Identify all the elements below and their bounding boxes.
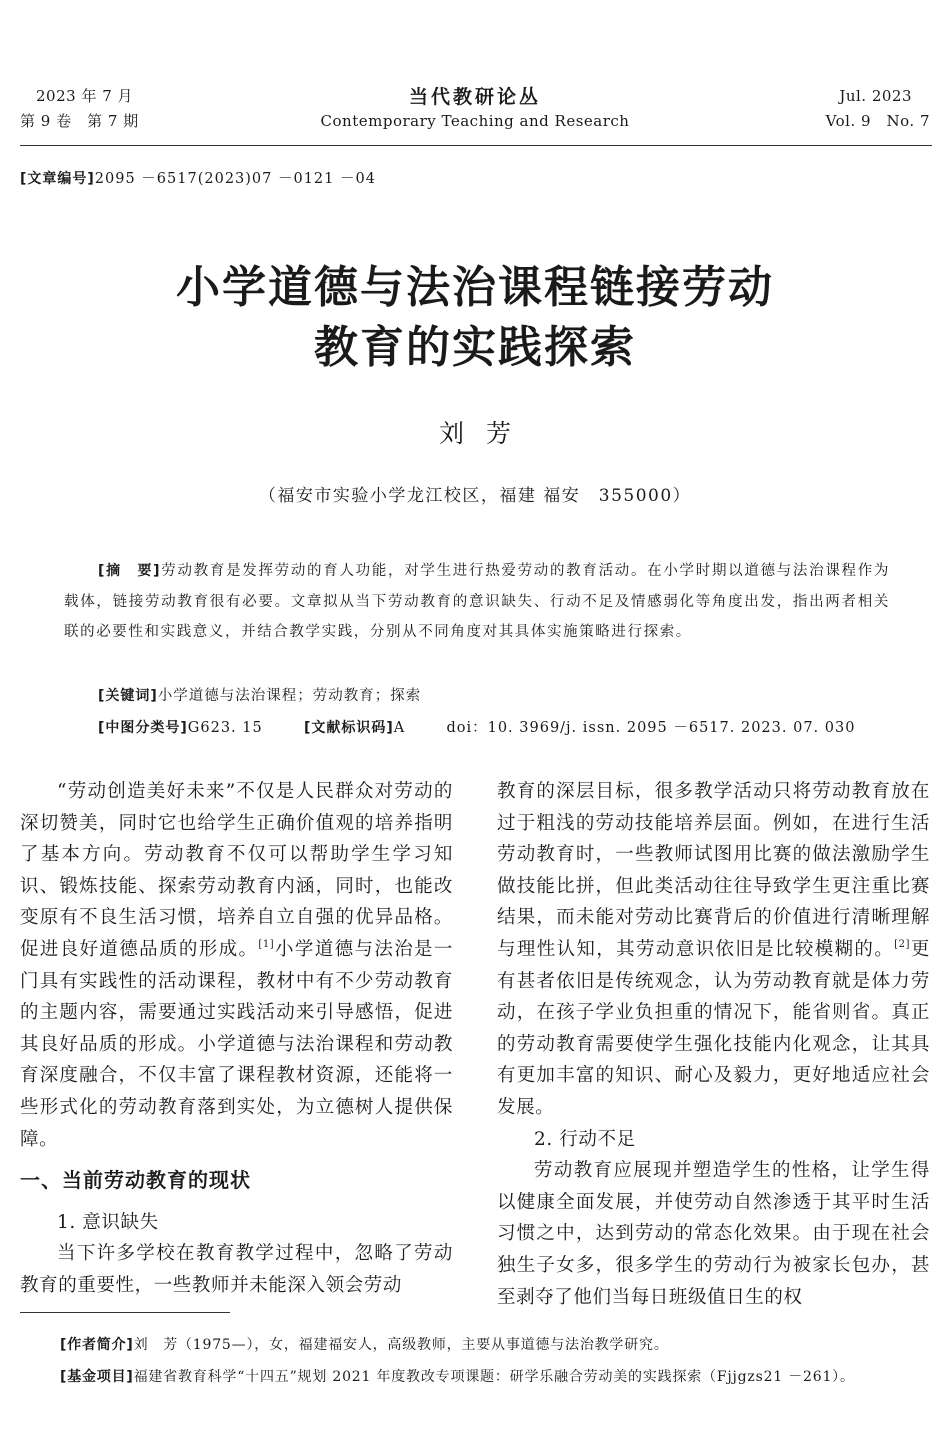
journal-name-en: Contemporary Teaching and Research (320, 112, 630, 130)
body-paragraph: 劳动教育应展现并塑造学生的性格，让学生得以健康全面发展，并使劳动自然渗透于其平时生活习惯之中，达到劳动的常态化效果。由于现在社会独生子女多，很多学生的劳动行为被家长包办，甚至剥夺了他们当每日班级值日生的权 (497, 1160, 930, 1308)
journal-name-cn: 当代教研论丛 (408, 86, 541, 108)
article-number-label: [文章编号] (20, 171, 95, 187)
footnote-rule (20, 1312, 230, 1313)
body-paragraph (20, 776, 453, 1155)
paragraph-text: 教育的深层目标，很多教学活动只将劳动教育放在过于粗浅的劳动技能培养层面。例如，在进行生活劳动教育时，一些教师试图用比赛的做法激励学生做技能比拼，但此类活动往往导致学生更注重比赛结果，而未能对劳动比赛背后的价值进行清晰理解与理性认知，其劳动意识依旧是比较模糊的。 (497, 781, 930, 960)
author-affiliation: （福安市实验小学龙江校区，福建 福安 355000） (258, 486, 692, 506)
paragraph-text: 小学道德与法治是一门具有实践性的活动课程，教材中有不少劳动教育的主题内容，需要通过实践活动来引导感悟，促进其良好品质的形成。小学道德与法治课程和劳动教育深度融合，不仅丰富了课程教材资源，还能将一些形式化的劳动教育落到实处，为立德树人提供保障。 (20, 938, 454, 1150)
footnote-funding (60, 1362, 930, 1392)
doc-code-label: [文献标识码] (303, 720, 394, 736)
body-paragraph: 当下许多学校在教育教学过程中，忽略了劳动教育的重要性，一些教师并未能深入领会劳动 (20, 1243, 453, 1296)
header-center (275, 82, 675, 134)
doc-code-value: A (393, 720, 406, 736)
volume-en: Vol. 9 No. 7 (825, 112, 930, 130)
author-name: 刘芳 (438, 419, 533, 448)
header-right (826, 84, 930, 134)
article-number-value: 2095 －6517(2023)07 －0121 －04 (94, 171, 376, 187)
article-number (20, 167, 376, 188)
abstract-text: 劳动教育是发挥劳动的育人功能，对学生进行热爱劳动的教育活动。在小学时期以道德与法治课程作为载体，链接劳动教育很有必要。文章拟从当下劳动教育的意识缺失、行动不足及情感弱化等角度出发，指出两者相关联的必要性和实践意义，并结合教学实践，分别从不同角度对其具体实施策略进行探索。 (64, 563, 891, 640)
citation-ref: [1] (258, 938, 275, 950)
body-column-left (20, 776, 453, 1302)
volume-cn: 第 9 卷 第 7 期 (20, 112, 139, 130)
keywords (98, 684, 421, 705)
abstract (64, 556, 890, 648)
clc-value: G623. 15 (187, 720, 263, 736)
footnote-author-text: 刘 芳（1975—），女，福建福安人，高级教师，主要从事道德与法治教学研究。 (133, 1337, 669, 1353)
footnote-author-label: [作者简介] (60, 1337, 134, 1353)
body-paragraph (497, 776, 930, 1124)
paragraph-text: 更有甚者依旧是传统观念，认为劳动教育就是体力劳动，在孩子学业负担重的情况下，能省则省。真正的劳动教育需要使学生强化技能内化观念，让其具有更加丰富的知识、耐心及毅力，更好地适应社会发展。 (497, 938, 930, 1118)
issue-date-en: Jul. 2023 (839, 87, 912, 105)
footnote-funding-text: 福建省教育科学“十四五”规划 2021 年度教改专项课题：研学乐融合劳动美的实践探索（Fjjgzs21 －261）。 (133, 1369, 855, 1385)
paragraph-text: “劳动创造美好未来”不仅是人民群众对劳动的深切赞美，同时它也给学生正确价值观的培养指明了基本方向。劳动教育不仅可以帮助学生学习知识、锻炼技能、探索劳动教育内涵，同时，也能改变原有不良生活习惯，培养自立自强的优异品格。促进良好道德品质的形成。 (20, 781, 453, 960)
keywords-text: 小学道德与法治课程；劳动教育；探索 (157, 688, 422, 704)
body-column-right (497, 776, 930, 1313)
citation-ref: [2] (894, 938, 911, 950)
footnote-author (60, 1330, 930, 1360)
subsection-heading: 2. 行动不足 (534, 1128, 636, 1150)
footnote-funding-label: [基金项目] (60, 1369, 134, 1385)
article-title (0, 258, 950, 378)
classification (98, 716, 855, 737)
doi: doi：10. 3969/j. issn. 2095 －6517. 2023. 07. 030 (446, 720, 856, 736)
abstract-label: [摘 要] (98, 563, 162, 579)
issue-date-cn: 2023 年 7 月 (36, 87, 134, 105)
title-line-1: 小学道德与法治课程链接劳动 (176, 262, 774, 313)
header-left (20, 84, 139, 134)
section-heading: 一、当前劳动教育的现状 (20, 1168, 251, 1193)
header-rule (20, 145, 932, 146)
keywords-label: [关键词] (98, 688, 158, 704)
subsection-heading: 1. 意识缺失 (57, 1211, 159, 1233)
title-line-2: 教育的实践探索 (314, 322, 636, 373)
clc-label: [中图分类号] (98, 720, 188, 736)
